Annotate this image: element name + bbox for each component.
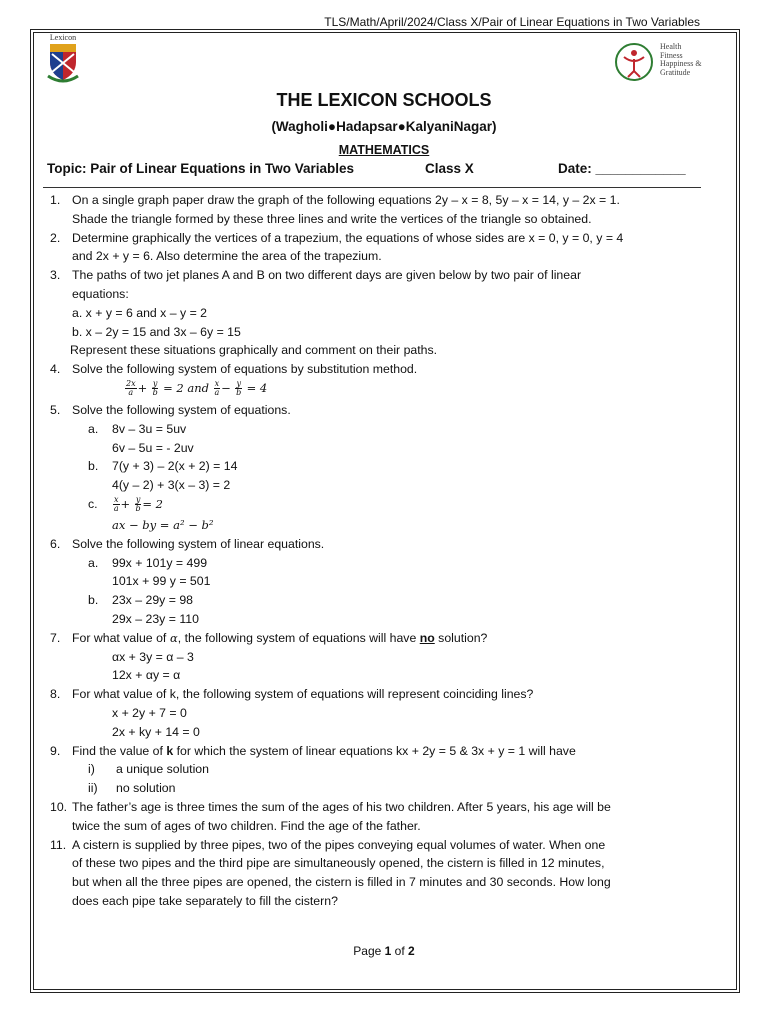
wellness-emblem-icon <box>610 41 658 83</box>
crest-shield-icon <box>38 42 88 86</box>
crest-brand-text: Lexicon <box>49 33 77 42</box>
wellness-logo <box>610 41 730 83</box>
emphasis-no: no <box>419 630 435 645</box>
part-label: ii) <box>88 781 98 796</box>
question-11 <box>50 836 710 911</box>
question-text: Solve the following system of linear equations. <box>72 536 325 551</box>
question-5 <box>50 401 710 535</box>
question-1 <box>50 191 710 229</box>
question-text: On a single graph paper draw the graph of the following equations 2y – x = 8, 5y – x = 14, y – 2x = 1. <box>72 193 620 207</box>
question-text: Solve the following system of equations. <box>72 402 291 417</box>
text-span: Find the value of <box>72 743 163 758</box>
question-number: 3. <box>50 268 61 283</box>
equation-line: $\frac{x}{a}$ + $\frac{y}{b}$ = 2 <box>113 495 163 514</box>
equation-line: $\frac{2x}{a}$ + $\frac{y}{b}$ = 2 and $\frac{x}{a}$ − $\frac{y}{b}$ = 4 <box>126 379 268 398</box>
question-number: 10. <box>50 799 68 814</box>
question-number: 7. <box>50 630 61 645</box>
page-number <box>0 944 768 958</box>
question-number: 4. <box>50 362 61 377</box>
question-part-c <box>72 495 710 516</box>
denominator: a <box>128 388 134 398</box>
numerator: x <box>214 379 220 389</box>
numerator: y <box>135 495 141 505</box>
question-text: but when all the three pipes are opened, the cistern is filled in 7 minutes and 30 seconds. How long <box>72 875 611 890</box>
question-number: 6. <box>50 536 61 551</box>
question-part-text: no solution <box>116 781 176 796</box>
equation-text: 29x – 23y = 110 <box>112 611 199 626</box>
topic-row <box>47 161 707 179</box>
question-part-b <box>72 591 710 610</box>
question-part-a <box>72 420 710 439</box>
text-span: for which the system of linear equations kx + 2y = 5 & 3x + y = 1 will have <box>176 743 576 758</box>
equation-text: x + 2y + 7 = 0 <box>112 705 187 720</box>
question-text: does each pipe take separately to fill the cistern? <box>72 893 338 908</box>
text-span: , the following system of equations will have <box>177 630 417 645</box>
equation-text: 6v – 5u = - 2uv <box>112 440 194 455</box>
numerator: x <box>114 495 119 505</box>
question-text: Determine graphically the vertices of a trapezium, the equations of whose sides are x = 0, y = 0, y = 4 <box>72 230 624 245</box>
question-4 <box>50 360 710 401</box>
question-text: The father’s age is three times the sum of the ages of his two children. After 5 years, his age will be <box>72 799 611 814</box>
question-text: of these two pipes and the third pipe are simultaneously opened, the cistern is filled in 12 minutes, <box>72 856 605 871</box>
subject-title: MATHEMATICS <box>338 143 430 157</box>
question-7 <box>50 629 710 685</box>
question-text: The paths of two jet planes A and B on two different days are given below by two pair of linear <box>72 268 582 283</box>
page-prefix: Page <box>353 944 385 958</box>
question-text: equations: <box>72 286 129 301</box>
equation-text: 23x – 29y = 98 <box>112 593 194 608</box>
header-divider <box>43 187 701 188</box>
question-2 <box>50 229 710 267</box>
equation-text: = 2 <box>142 496 163 511</box>
part-label: a. <box>88 421 99 436</box>
question-list <box>50 191 710 911</box>
question-3 <box>50 266 710 360</box>
denominator: b <box>236 388 242 398</box>
question-text: A cistern is supplied by three pipes, two of the pipes conveying equal volumes of water. When one <box>72 837 606 852</box>
fraction <box>125 380 137 397</box>
topic-label: Topic: Pair of Linear Equations in Two Variables <box>47 161 355 176</box>
tagline-line: Health <box>660 42 682 51</box>
equation-text: = 4 <box>246 380 268 395</box>
tagline-line: Gratitude <box>660 67 691 77</box>
question-text <box>72 629 710 648</box>
tagline-line: Happiness & <box>660 59 702 68</box>
equation-text: 2x + ky + 14 = 0 <box>112 724 200 739</box>
denominator: b <box>135 504 141 514</box>
part-label: i) <box>88 762 95 777</box>
question-text: and 2x + y = 6. Also determine the area of the trapezium. <box>72 249 382 264</box>
question-part-i <box>72 760 710 779</box>
numerator: y <box>152 379 158 389</box>
part-label: c. <box>88 496 98 511</box>
question-number: 5. <box>50 402 61 417</box>
equation-text: 99x + 101y = 499 <box>112 555 208 570</box>
question-number: 1. <box>50 193 61 207</box>
fraction <box>152 380 159 397</box>
school-branches: (Wagholi●Hadapsar●KalyaniNagar) <box>271 119 497 134</box>
school-name: THE LEXICON SCHOOLS <box>276 90 492 110</box>
question-8 <box>50 685 710 741</box>
question-part: b. x – 2y = 15 and 3x – 6y = 15 <box>72 324 241 339</box>
numerator: 2x <box>126 379 136 389</box>
question-10 <box>50 798 710 836</box>
text-span: solution? <box>438 630 488 645</box>
fraction <box>214 380 221 397</box>
document-reference: TLS/Math/April/2024/Class X/Pair of Linear Equations in Two Variables <box>324 15 700 29</box>
tagline-line: Fitness <box>660 50 683 60</box>
question-number: 8. <box>50 687 61 702</box>
question-number: 11. <box>50 837 67 852</box>
date-field: Date: ____________ <box>558 161 686 176</box>
alpha-symbol: α <box>166 630 178 645</box>
equation-text: 7(y + 3) – 2(x + 2) = 14 <box>112 459 238 474</box>
question-text: Solve the following system of equations by substitution method. <box>72 362 418 377</box>
equation-text: 12x + αy = α <box>112 668 181 683</box>
part-label: b. <box>88 593 99 608</box>
question-6 <box>50 535 710 629</box>
class-label: Class X <box>425 161 474 176</box>
total-pages: 2 <box>408 944 415 958</box>
denominator: a <box>214 388 220 398</box>
question-part-a <box>72 554 710 573</box>
equation-text: ax − by = a² − b² <box>112 517 214 532</box>
question-9 <box>50 742 710 798</box>
equation-text: 101x + 99 y = 501 <box>112 574 211 589</box>
text-span: For what value of <box>72 630 167 645</box>
question-text: twice the sum of ages of two children. Find the age of the father. <box>72 818 421 833</box>
fraction <box>135 496 142 513</box>
question-text: For what value of k, the following system of equations will represent coinciding lines? <box>72 687 534 702</box>
question-part: a. x + y = 6 and x – y = 2 <box>72 305 208 320</box>
question-text: Represent these situations graphically and comment on their paths. <box>70 343 438 358</box>
equation-text: αx + 3y = α – 3 <box>112 649 194 664</box>
current-page: 1 <box>384 944 392 958</box>
question-number: 9. <box>50 743 61 758</box>
question-number: 2. <box>50 230 61 245</box>
equation-text: 8v – 3u = 5uv <box>112 421 187 436</box>
question-part-ii <box>72 779 710 798</box>
fraction <box>235 380 242 397</box>
emphasis-k: k <box>166 743 174 758</box>
denominator: a <box>113 504 119 514</box>
fraction <box>113 496 120 513</box>
page-of: of <box>391 944 409 958</box>
part-label: a. <box>88 555 99 570</box>
part-label: b. <box>88 459 99 474</box>
question-text: Shade the triangle formed by these three lines and write the vertices of the triangle so obtained. <box>72 211 592 226</box>
numerator: y <box>236 379 241 389</box>
question-text <box>72 742 710 761</box>
equation-text: 4(y – 2) + 3(x – 3) = 2 <box>112 478 231 493</box>
equation-text: = 2 and <box>163 380 209 395</box>
school-crest-logo <box>38 33 88 85</box>
question-part-b <box>72 457 710 476</box>
wellness-tagline <box>660 43 702 77</box>
question-part-text: a unique solution <box>116 762 209 777</box>
denominator: b <box>152 388 158 398</box>
